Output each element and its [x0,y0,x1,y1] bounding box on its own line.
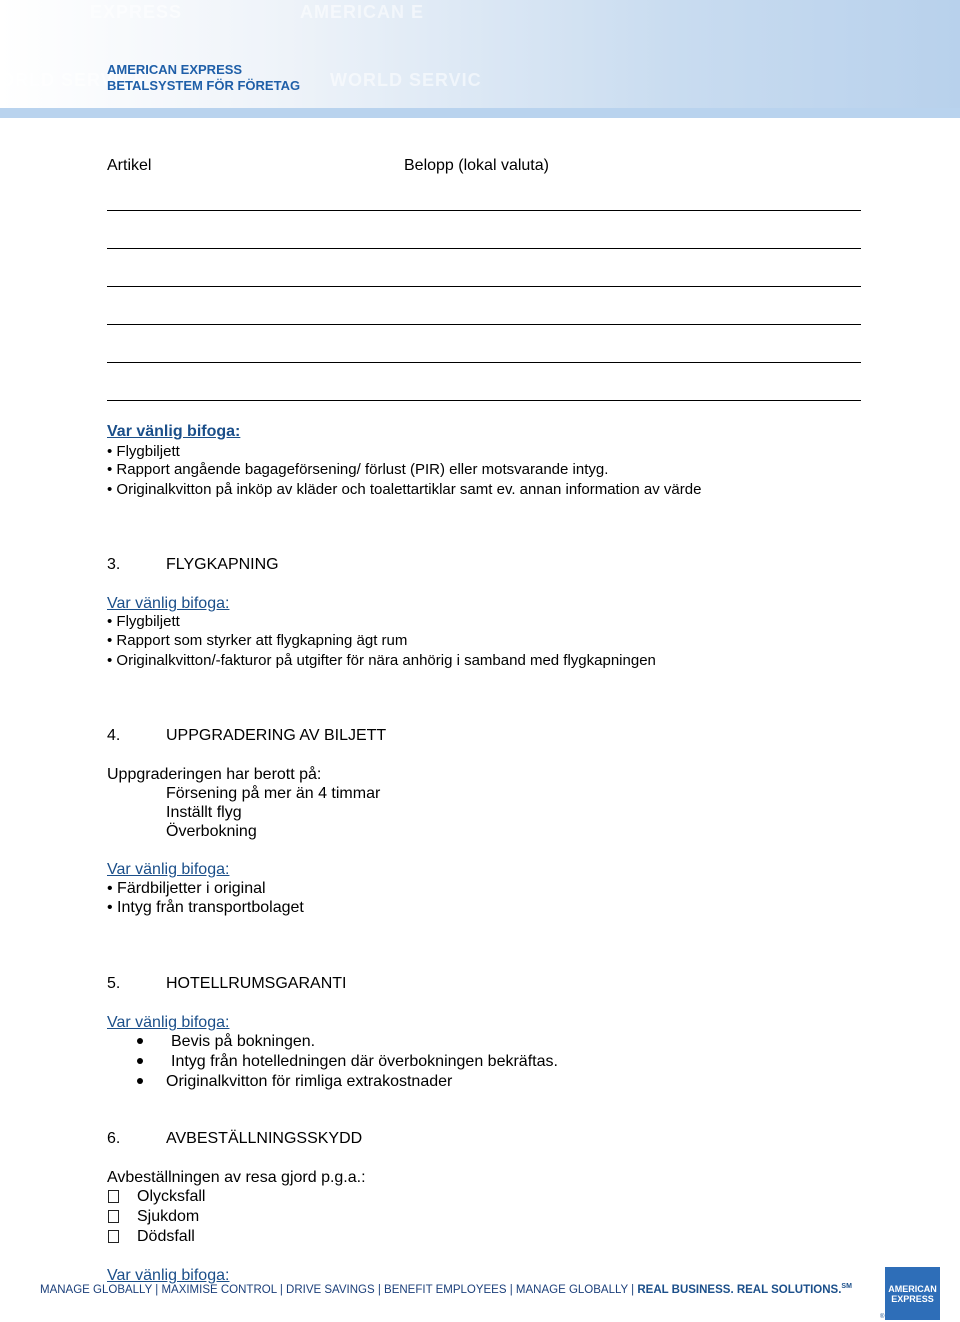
footer-slogan: REAL BUSINESS. REAL SOLUTIONS. [637,1283,842,1296]
service-mark: SM [841,1283,852,1290]
section-title: FLYGKAPNING [166,556,279,573]
reason-item: Inställt flyg [166,804,242,821]
section-title: UPPGRADERING AV BILJETT [166,727,387,744]
page-header [0,0,960,118]
header-watermark: ORLD SERVICE [0,70,147,90]
section-title: AVBESTÄLLNINGSSKYDD [166,1130,363,1147]
footer-text: MANAGE GLOBALLY | MAXIMISE CONTROL | DRIVE SAVINGS | BENEFIT EMPLOYEES | MANAGE GLOBALLY | [40,1283,635,1296]
header-band [0,108,960,118]
brand-line-2: BETALSYSTEM FÖR FÖRETAG [107,78,301,93]
list-item: Intyg från hotelledningen där överbokningen bekräftas. [171,1053,558,1070]
column-header-article: Artikel [107,157,152,174]
header-watermark: AMERICAN E [300,2,425,22]
entry-line [107,286,861,287]
bullet-icon [137,1078,143,1084]
amex-logo [885,1267,940,1320]
attach-label: Var vänlig bifoga: [107,595,230,612]
bullet-icon [137,1058,143,1064]
list-item: • Rapport som styrker att flygkapning ägt rum [107,632,408,649]
attach-label: Var vänlig bifoga: [107,861,230,878]
page-footer [40,1283,852,1296]
list-item: • Originalkvitton på inköp av kläder och toalettartiklar samt ev. annan information av värde [107,481,702,498]
section-number: 3. [107,556,121,573]
list-item: Originalkvitton för rimliga extrakostnader [166,1073,453,1090]
checkbox-icon [108,1230,119,1243]
option-item: Dödsfall [137,1228,195,1245]
reason-item: Överbokning [166,823,257,840]
entry-line [107,248,861,249]
checkbox-icon [108,1190,119,1203]
brand-line-1: AMERICAN EXPRESS [107,62,243,77]
bullet-icon [137,1038,143,1044]
option-item: Olycksfall [137,1188,206,1205]
section-intro: Avbeställningen av resa gjord p.g.a.: [107,1169,366,1186]
list-item: • Rapport angående bagageförsening/ förlust (PIR) eller motsvarande intyg. [107,461,609,478]
reason-item: Försening på mer än 4 timmar [166,785,381,802]
logo-line-2: EXPRESS [891,1293,934,1304]
attach-label: Var vänlig bifoga: [107,1014,230,1031]
list-item: • Intyg från transportbolaget [107,899,304,916]
entry-line [107,324,861,325]
attach-label: Var vänlig bifoga: [107,1267,230,1284]
header-watermark: EXPRESS [90,2,183,22]
entry-line [107,362,861,363]
header-watermark: WORLD SERVIC [330,70,482,90]
column-header-amount: Belopp (lokal valuta) [404,157,549,174]
registered-mark: ® [880,1314,885,1320]
brand-title [107,62,300,94]
checkbox-icon [108,1210,119,1223]
section-intro: Uppgraderingen har berott på: [107,766,322,783]
list-item: • Flygbiljett [107,613,180,630]
entry-line [107,400,861,401]
section-title: HOTELLRUMSGARANTI [166,975,347,992]
entry-line [107,210,861,211]
list-item: Bevis på bokningen. [171,1033,316,1050]
section-number: 6. [107,1130,121,1147]
list-item: • Färdbiljetter i original [107,880,266,897]
list-item: • Originalkvitton/-fakturor på utgifter för nära anhörig i samband med flygkapningen [107,652,656,669]
list-item: • Flygbiljett [107,443,180,460]
attach-label: Var vänlig bifoga: [107,423,241,440]
section-number: 5. [107,975,121,992]
section-number: 4. [107,727,121,744]
option-item: Sjukdom [137,1208,200,1225]
logo-line-1: AMERICAN [888,1283,937,1294]
